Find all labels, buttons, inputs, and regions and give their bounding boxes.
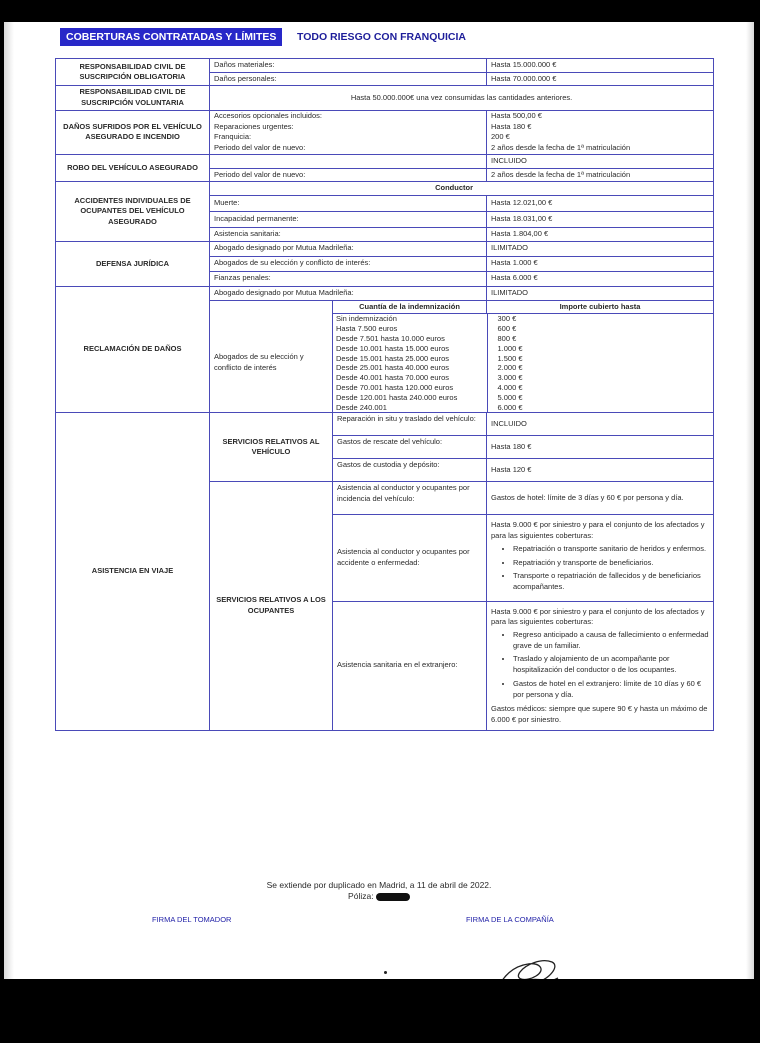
value-cell: Hasta 6.000 € <box>487 272 714 287</box>
eleccion-cell: Abogados de su elección y conflicto de interés <box>210 314 333 413</box>
row-label-danos: DAÑOS SUFRIDOS POR EL VEHÍCULO ASEGURADO E INCENDIO <box>56 110 210 154</box>
blank-cell <box>210 300 333 314</box>
item-cell: Muerte: <box>210 196 487 212</box>
value-cell: Hasta 70.000.000 € <box>487 72 714 86</box>
policy-document <box>4 22 754 979</box>
coverage-bullet: • Repatriación o transporte sanitario de heridos y enfermos. <box>513 544 709 555</box>
importe-item: 1.000 € <box>497 343 523 353</box>
importe-item: 600 € <box>497 324 517 334</box>
indemnizacion-table <box>333 314 714 412</box>
value-text: 200 € <box>491 132 510 142</box>
item-cell: Asistencia al conductor y ocupantes por incidencia del vehículo: <box>333 482 487 515</box>
item-cell: Gastos de rescate del vehículo: <box>333 436 487 459</box>
importe-item: 6.000 € <box>497 402 523 412</box>
value-text: Hasta 180 € <box>491 121 532 131</box>
coverage-bullet: • Regreso anticipado a causa de fallecimiento o enfermedad grave de un familiar. <box>513 630 709 651</box>
cuantia-item: Sin indemnización <box>336 314 397 324</box>
cuantia-item: Desde 7.501 hasta 10.000 euros <box>336 334 445 344</box>
poliza-line <box>4 891 754 901</box>
value-cell: 2 años desde la fecha de 1ª matriculación <box>487 168 714 182</box>
row-label-reclamacion: RECLAMACIÓN DE DAÑOS <box>56 287 210 413</box>
table-row <box>56 413 714 436</box>
poliza-label: Póliza: <box>348 891 374 901</box>
page-shadow-left <box>4 22 14 979</box>
coverage-bullet-list <box>491 544 709 593</box>
value-text: 2 años desde la fecha de 1ª matriculación <box>491 142 631 152</box>
importe-item: 1.500 € <box>497 353 523 363</box>
item-cell: Asistencia al conductor y ocupantes por accidente o enfermedad: <box>333 515 487 601</box>
firma-tomador-label: FIRMA DEL TOMADOR <box>152 915 232 924</box>
table-row <box>56 110 714 154</box>
value-cell: Hasta 50.000.000€ una vez consumidas las cantidades anteriores. <box>210 86 714 110</box>
row-label-asistencia: ASISTENCIA EN VIAJE <box>56 413 210 730</box>
item-text: Accesorios opcionales incluidos: <box>214 110 322 120</box>
item-cell: Daños materiales: <box>210 59 487 73</box>
row-label-defensa: DEFENSA JURÍDICA <box>56 242 210 287</box>
value-cell: Hasta 1.804,00 € <box>487 228 714 242</box>
cuantia-item: Desde 240.001 <box>336 402 387 412</box>
importe-item: 2.000 € <box>497 363 523 373</box>
value-cell: Hasta 1.000 € <box>487 257 714 272</box>
cuantia-item: Desde 15.001 hasta 25.000 euros <box>336 353 450 363</box>
cuantia-item: Desde 40.001 hasta 70.000 euros <box>336 373 450 383</box>
section-subtitle: TODO RIESGO CON FRANQUICIA <box>297 31 466 43</box>
table-row <box>56 242 714 257</box>
value-cell: Hasta 18.031,00 € <box>487 212 714 228</box>
item-cell: Periodo del valor de nuevo: <box>210 168 487 182</box>
item-cell: Abogado designado por Mutua Madrileña: <box>210 242 487 257</box>
cuantia-item: Desde 25.001 hasta 40.000 euros <box>336 363 450 373</box>
item-cell: Abogado designado por Mutua Madrileña: <box>210 287 487 301</box>
cuantia-item: Desde 10.001 hasta 15.000 euros <box>336 343 450 353</box>
coverage-bullet: • Traslado y alojamiento de un acompañante por hospitalización del conductor o de los ocupantes. <box>513 654 709 675</box>
item-cell: Incapacidad permanente: <box>210 212 487 228</box>
row-label-rc-obligatoria: RESPONSABILIDAD CIVIL DE SUSCRIPCIÓN OBLIGATORIA <box>56 59 210 86</box>
importe-item: 800 € <box>497 334 517 344</box>
table-row <box>56 287 714 301</box>
importe-item: 4.000 € <box>497 383 523 393</box>
value-cell: Gastos de hotel: límite de 3 días y 60 € por persona y día. <box>487 482 714 515</box>
item-cell: Reparación in situ y traslado del vehículo: <box>333 413 487 436</box>
company-signature <box>480 950 580 979</box>
value-cell: Hasta 180 € <box>487 436 714 459</box>
coverage-bullet: • Transporte o repatriación de fallecidos y de beneficiarios acompañantes. <box>513 571 709 592</box>
vehiculo-services-label: SERVICIOS RELATIVOS AL VEHÍCULO <box>210 413 333 482</box>
coverage-intro: Hasta 9.000 € por siniestro y para el conjunto de los afectados y para las siguientes coberturas: <box>491 520 705 541</box>
issue-statement: Se extiende por duplicado en Madrid, a 11 de abril de 2022. <box>266 880 492 890</box>
value-cell-group <box>487 110 714 154</box>
row-label-robo: ROBO DEL VEHÍCULO ASEGURADO <box>56 154 210 182</box>
table-row <box>56 86 714 110</box>
cuantia-item: Desde 70.001 hasta 120.000 euros <box>336 383 454 393</box>
value-cell: ILIMITADO <box>487 242 714 257</box>
item-text: Periodo del valor de nuevo: <box>214 142 306 152</box>
item-cell: Asistencia sanitaria: <box>210 228 487 242</box>
importe-item: 300 € <box>497 314 517 324</box>
redaction-mark <box>376 893 410 901</box>
value-cell: INCLUIDO <box>487 413 714 436</box>
section-title: COBERTURAS CONTRATADAS Y LÍMITES <box>60 28 282 46</box>
item-cell: Gastos de custodia y depósito: <box>333 459 487 482</box>
firma-compania-label: FIRMA DE LA COMPAÑÍA <box>466 915 554 924</box>
coverage-bullet: • Repatriación y transporte de beneficiarios. <box>513 558 709 569</box>
value-text: Hasta 500,00 € <box>491 110 542 120</box>
value-cell: Hasta 15.000.000 € <box>487 59 714 73</box>
value-cell <box>487 515 714 601</box>
importe-list <box>487 314 714 412</box>
coverage-bullet-list <box>491 630 709 700</box>
coverage-intro: Hasta 9.000 € por siniestro y para el conjunto de los afectados y para las siguientes coberturas: <box>491 606 705 627</box>
ocupantes-services-label: SERVICIOS RELATIVOS A LOS OCUPANTES <box>210 482 333 730</box>
value-cell: INCLUIDO <box>487 154 714 168</box>
item-cell: Abogados de su elección y conflicto de interés: <box>210 257 487 272</box>
item-cell: Asistencia sanitaria en el extranjero: <box>333 601 487 730</box>
indemnizacion-grid <box>333 314 714 413</box>
item-cell-group <box>210 110 487 154</box>
item-text: Franquicia: <box>214 132 252 142</box>
item-cell: Fianzas penales: <box>210 272 487 287</box>
conductor-header: Conductor <box>210 182 714 196</box>
row-label-accidentes: ACCIDENTES INDIVIDUALES DE OCUPANTES DEL VEHÍCULO ASEGURADO <box>56 182 210 242</box>
importe-item: 5.000 € <box>497 392 523 402</box>
table-row <box>56 154 714 168</box>
item-cell <box>210 154 487 168</box>
importe-item: 3.000 € <box>497 373 523 383</box>
item-text: Reparaciones urgentes: <box>214 121 294 131</box>
coverage-table <box>55 58 714 731</box>
value-cell <box>487 601 714 730</box>
ink-dot <box>384 971 387 974</box>
cuantia-item: Hasta 7.500 euros <box>336 324 398 334</box>
cuantia-item: Desde 120.001 hasta 240.000 euros <box>336 392 458 402</box>
table-row <box>56 59 714 73</box>
value-cell: ILIMITADO <box>487 287 714 301</box>
coverage-bullet: • Gastos de hotel en el extranjero: límite de 10 días y 60 € por persona y día. <box>513 679 709 700</box>
cuantia-header: Cuantía de la indemnización <box>333 300 487 314</box>
importe-header: Importe cubierto hasta <box>487 300 714 314</box>
row-label-rc-voluntaria: RESPONSABILIDAD CIVIL DE SUSCRIPCIÓN VOLUNTARIA <box>56 86 210 110</box>
cuantia-list <box>333 314 487 412</box>
value-cell: Hasta 12.021,00 € <box>487 196 714 212</box>
value-cell: Hasta 120 € <box>487 459 714 482</box>
item-cell: Daños personales: <box>210 72 487 86</box>
table-row <box>56 182 714 196</box>
coverage-footer: Gastos médicos: siempre que supere 90 € y hasta un máximo de 6.000 € por siniestro. <box>491 704 708 724</box>
page-shadow-right <box>746 22 754 979</box>
